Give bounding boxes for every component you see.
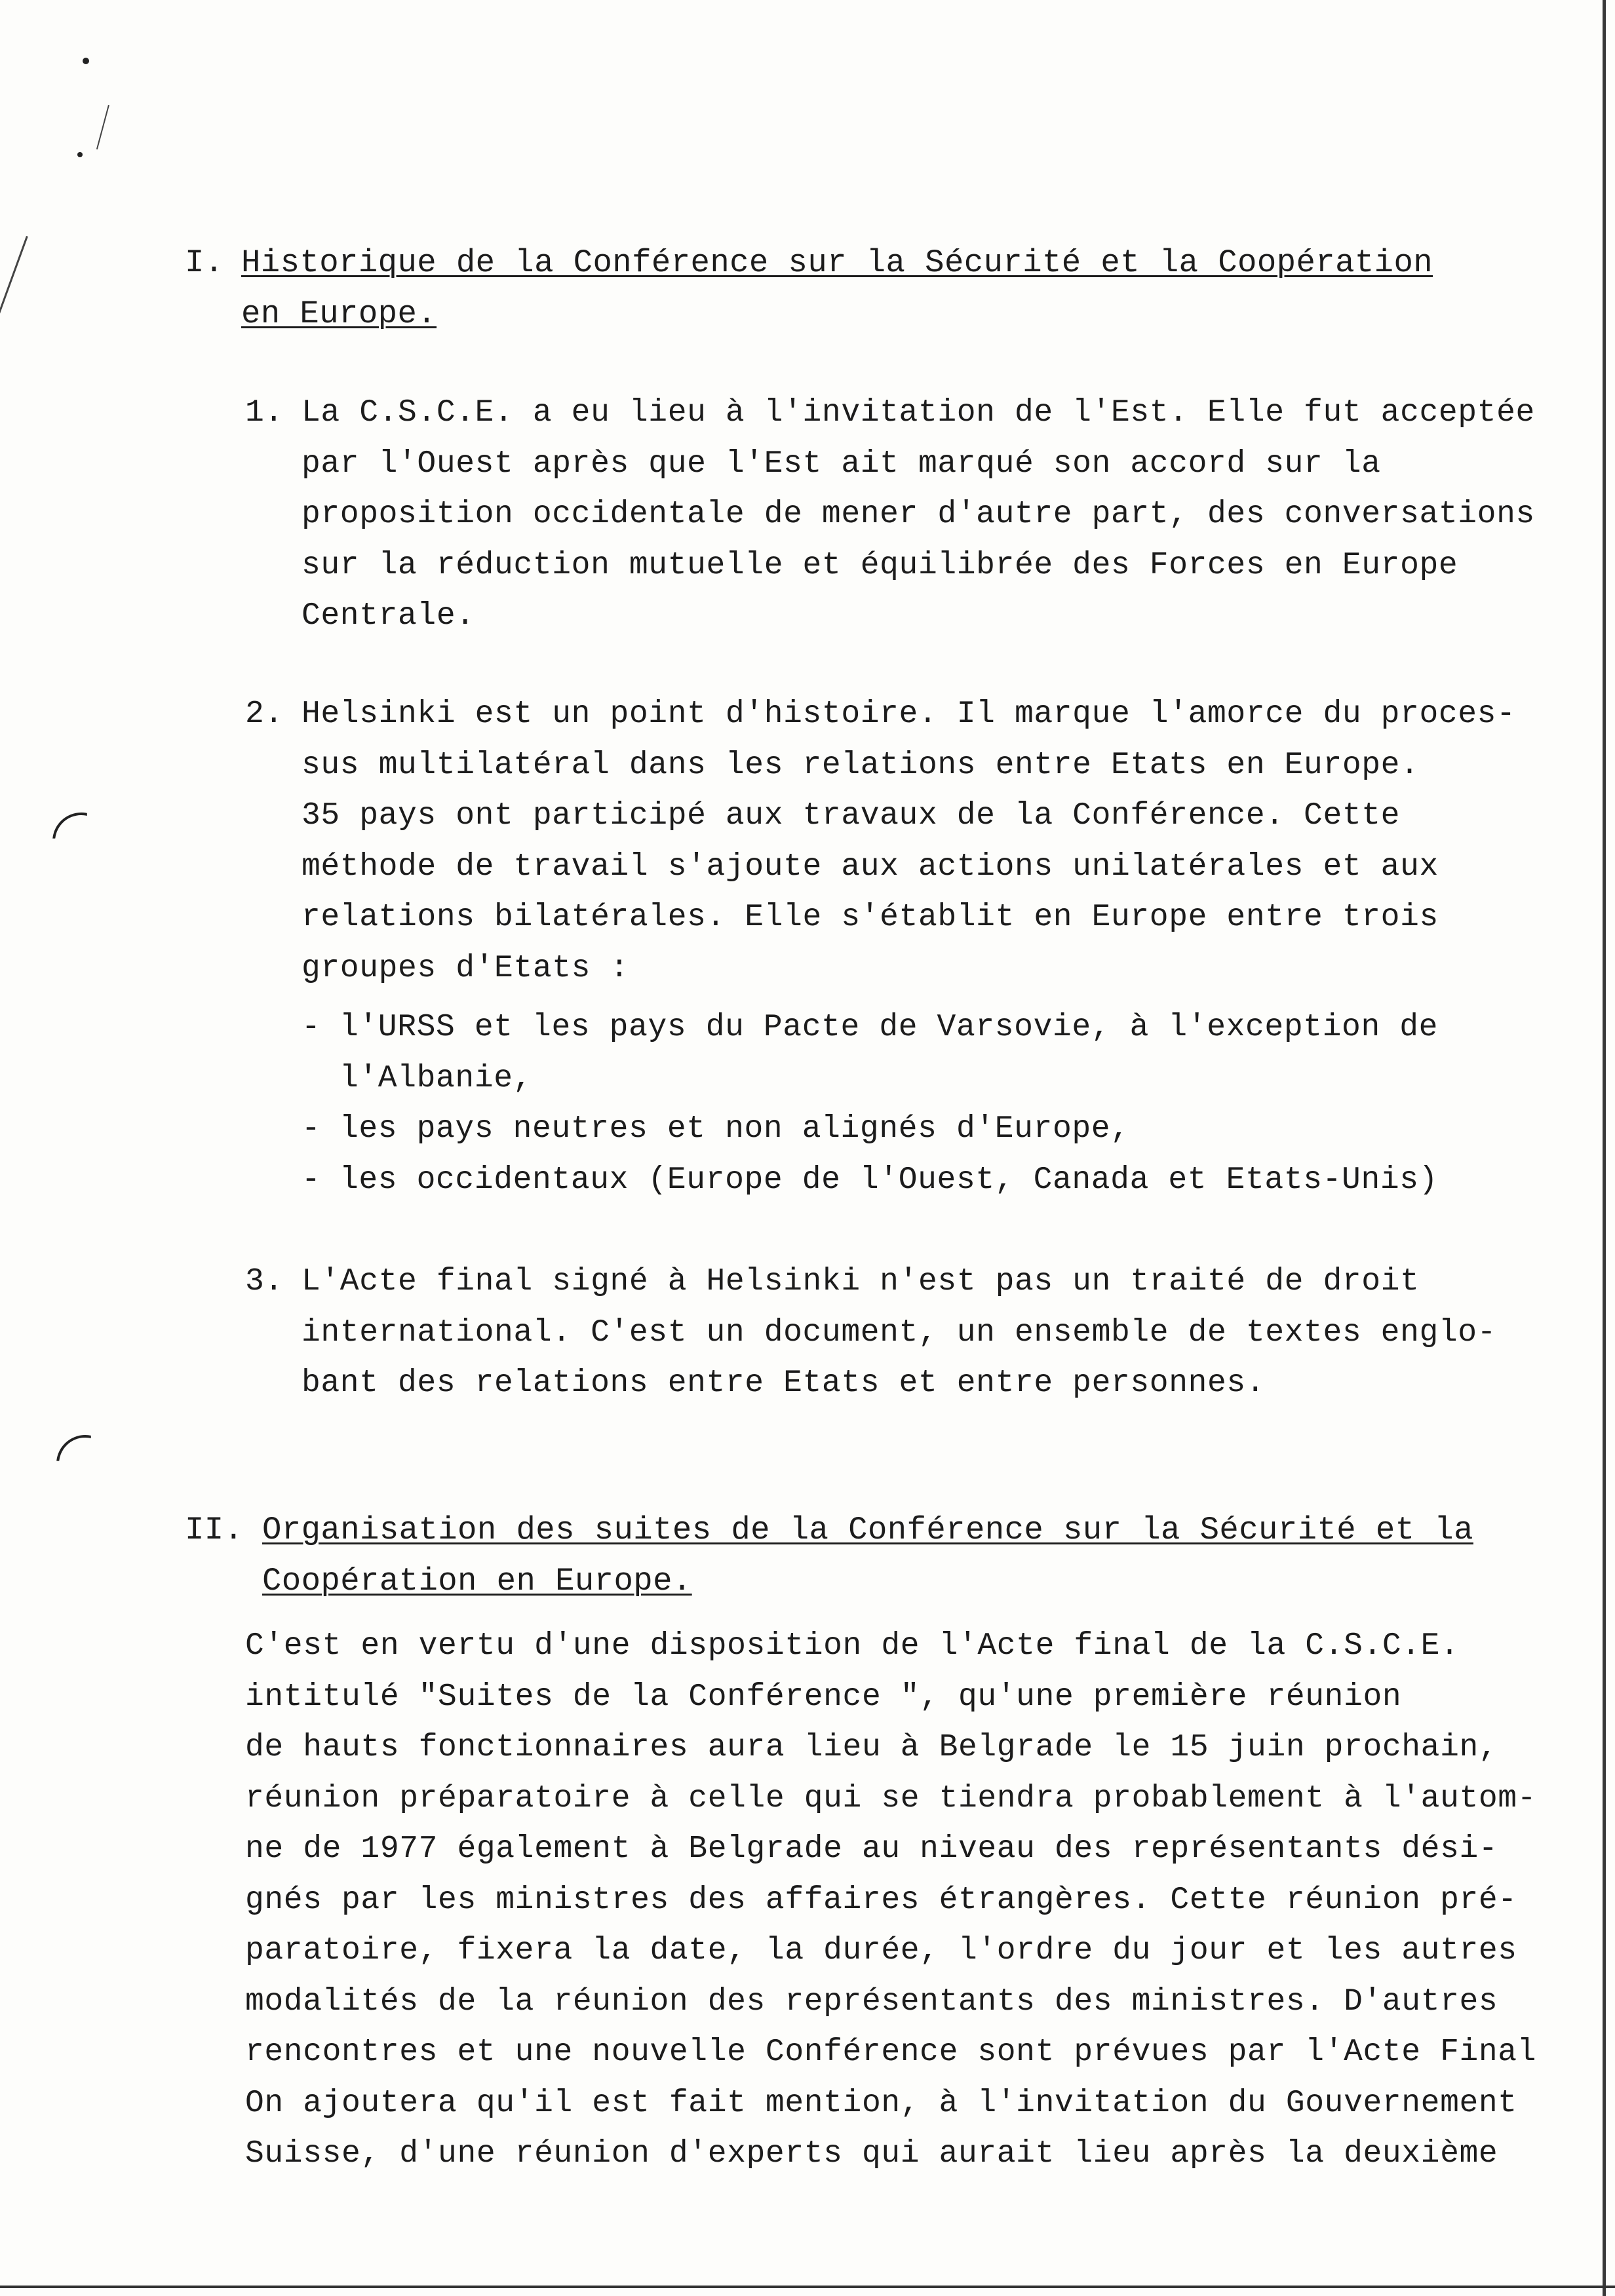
scan-speck [83,58,89,64]
paragraph-number: 2. [245,697,284,732]
bullet-list [302,1003,1438,1206]
scan-edge-right [1603,0,1606,2296]
list-item: - l'URSS et les pays du Pacte de Varsovie, à l'exception de l'Albanie, [302,1010,1439,1096]
scan-speck [77,152,83,157]
paragraph-text: L'Acte final signé à Helsinki n'est pas un traité de droit international. C'est un document, un ensemble de textes englo- bant des relations entre Etats et entre personnes. [302,1264,1497,1401]
section-number: I. [185,244,224,281]
scan-scratch [0,236,28,335]
punch-hole-mark [52,813,110,870]
scan-edge-bottom [0,2286,1615,2288]
list-item: - les occidentaux (Europe de l'Ouest, Canada et Etats-Unis) [302,1162,1439,1198]
section-number: II. [185,1512,244,1548]
punch-hole-mark [56,1435,114,1493]
section-body: C'est en vertu d'une disposition de l'Acte final de la C.S.C.E. intitulé "Suites de la Conférence ", qu'une première réunion de hauts fonctionnaires aura lieu à Belgrade le 15 juin prochain, réunion préparatoire à celle qui se tiendra probablement à l'autom- ne de 1977 également à Belgrade au niveau des représentants dési- gnés par les ministres des affaires étrangères. Cette réunion pré- paratoire, fixera la date, la durée, l'ordre du jour et les autres modalités de la réunion des représentants des ministres. D'autres rencontres et une nouvelle Conférence sont prévues par l'Acte Final On ajoutera qu'il est fait mention, à l'invitation du Gouvernement Suisse, d'une réunion d'experts qui aurait lieu après la deuxième [245,1628,1537,2172]
paragraph-number: 3. [245,1264,284,1299]
paragraph-text: La C.S.C.E. a eu lieu à l'invitation de l'Est. Elle fut acceptée par l'Ouest après que l'Est ait marqué son accord sur la proposition occidentale de mener d'autre part, des conversations sur la réduction mutuelle et équilibrée des Forces en Europe Centrale. [302,395,1535,634]
scan-scratch [96,105,109,149]
section-title: Historique de la Conférence sur la Sécurité et la Coopération en Europe. [241,244,1433,332]
paragraph-text: Helsinki est un point d'histoire. Il marque l'amorce du proces- sus multilatéral dans les relations entre Etats en Europe. 35 pays ont participé aux travaux de la Conférence. Cette méthode de travail s'ajoute aux actions unilatérales et aux relations bilatérales. Elle s'établit en Europe entre trois groupes d'Etats : [302,697,1516,986]
section-title: Organisation des suites de la Conférence sur la Sécurité et la Coopération en Europe. [262,1512,1473,1599]
list-item: - les pays neutres et non alignés d'Europe, [302,1111,1130,1147]
paragraph-number: 1. [245,395,284,430]
